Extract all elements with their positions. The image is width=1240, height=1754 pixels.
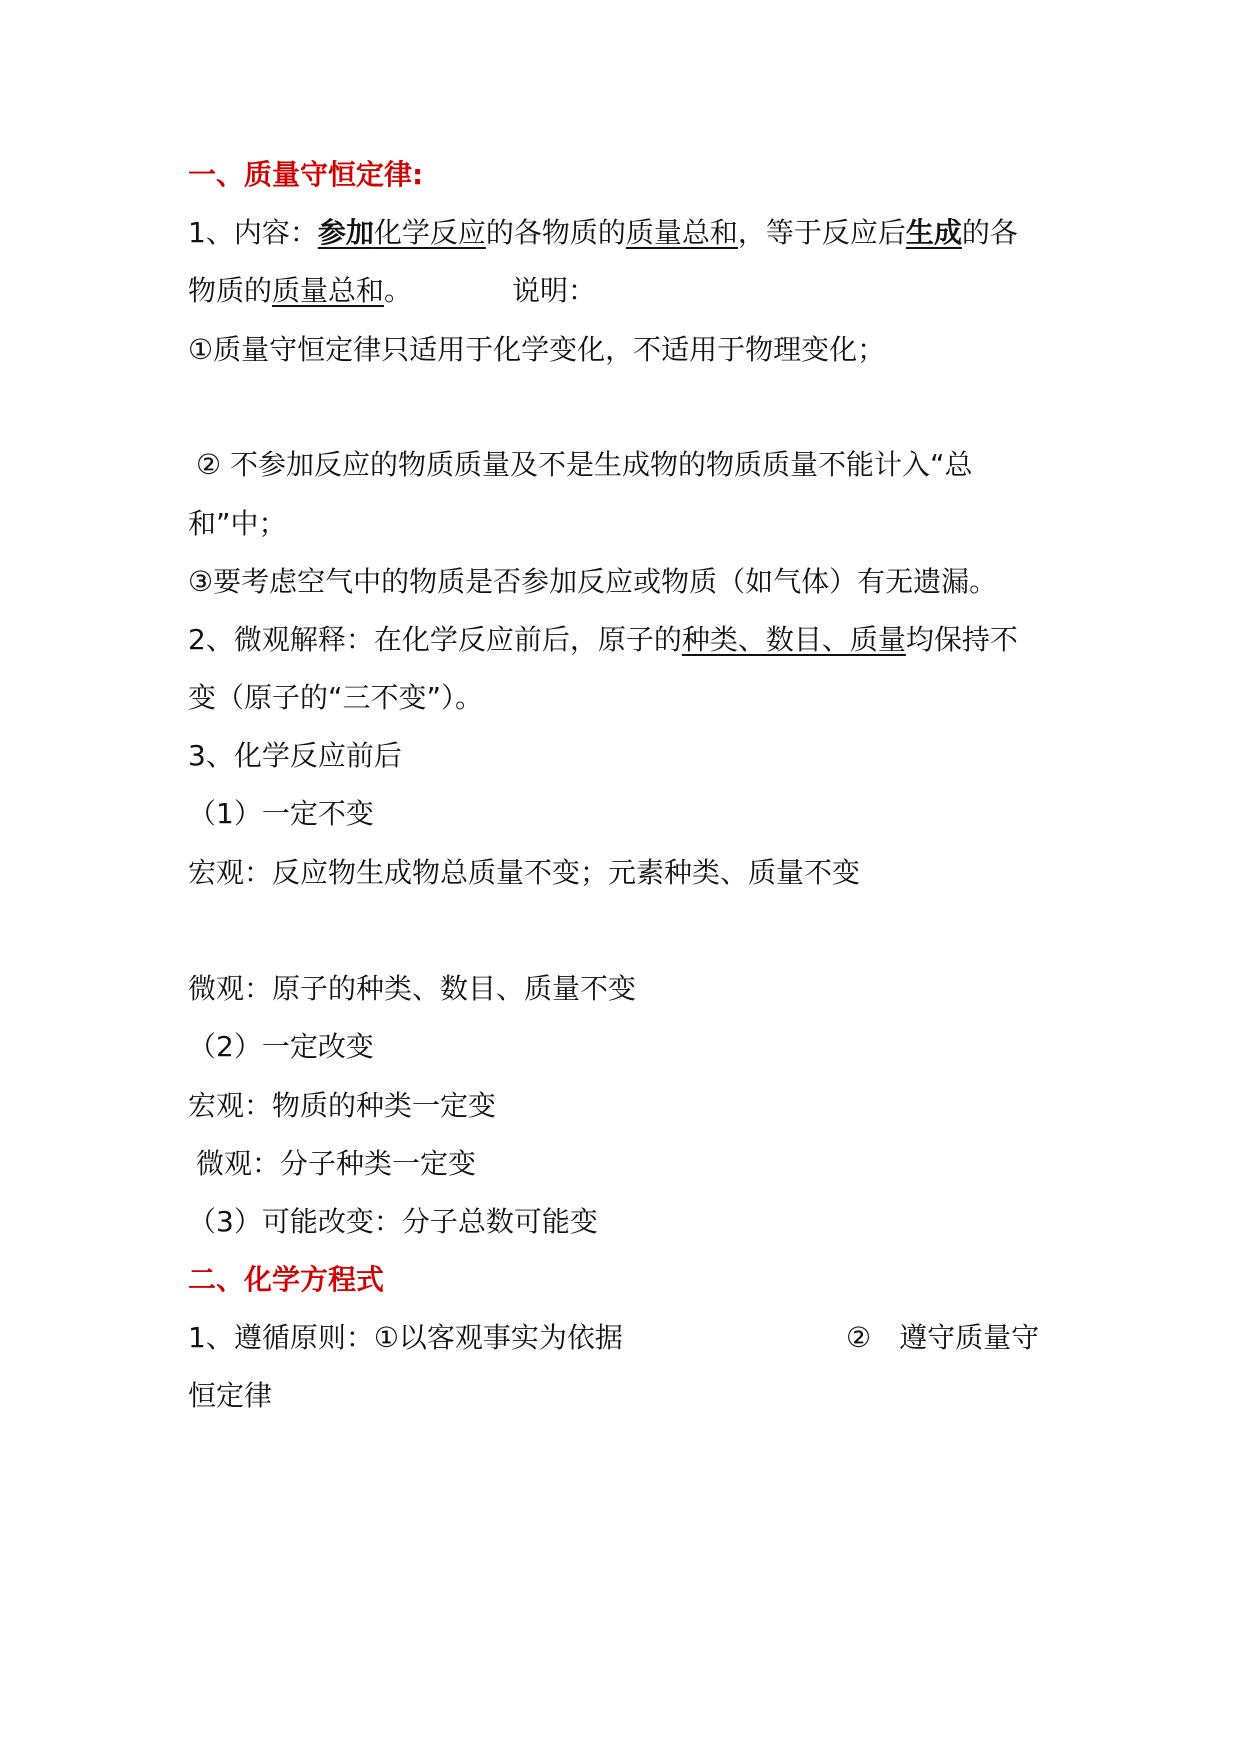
item3-title: 3、化学反应前后 <box>188 739 402 772</box>
note-1: ①质量守恒定律只适用于化学变化，不适用于物理变化； <box>188 333 886 366</box>
item1-text1: 的各物质的 <box>485 216 626 249</box>
principle-line1 <box>188 1318 623 1358</box>
canjia-term: 参加 <box>317 216 374 249</box>
item3-sub3: （3）可能改变：分子总数可能变 <box>188 1205 598 1238</box>
zongliang-term-2: 质量总和 <box>272 274 385 307</box>
item1-line1 <box>188 213 1018 253</box>
item3-macro2: 宏观：物质的种类一定变 <box>188 1089 497 1122</box>
item2-line2: 变（原子的“三不变”）。 <box>188 681 484 714</box>
item1-prefix: 1、内容： <box>188 216 318 249</box>
item3-sub2: （2）一定改变 <box>188 1030 374 1063</box>
principle-prefix: 1、遵循原则：①以客观事实为依据 <box>188 1321 623 1354</box>
item2-suffix: 均保持不 <box>905 623 1018 656</box>
item1-line2 <box>188 271 596 311</box>
item3-macro1: 宏观：反应物生成物总质量不变；元素种类、质量不变 <box>188 856 861 889</box>
section2-title: 二、化学方程式 <box>188 1263 385 1296</box>
note-2-cont: 和”中； <box>188 507 287 540</box>
item1-line2-suffix: 。 <box>384 274 413 307</box>
principle-line2: 恒定律 <box>188 1379 273 1412</box>
zongliang-term-1: 质量总和 <box>625 216 738 249</box>
item3-sub1: （1）一定不变 <box>188 797 374 830</box>
note-3: ③要考虑空气中的物质是否参加反应或物质（如气体）有无遗漏。 <box>188 565 998 598</box>
huaxue-term: 化学反应 <box>373 216 486 249</box>
item2-line1 <box>188 620 1018 660</box>
shengcheng-term: 生成 <box>905 216 962 249</box>
item1-line2-prefix: 物质的 <box>188 274 273 307</box>
note-2: ② 不参加反应的物质质量及不是生成物的物质质量不能计入“总 <box>196 448 973 481</box>
item3-micro2: 微观：分子种类一定变 <box>196 1147 477 1180</box>
shuoming-label: 说明： <box>512 274 597 307</box>
item3-micro1: 微观：原子的种类、数目、质量不变 <box>188 972 637 1005</box>
section1-title: 一、质量守恒定律: <box>188 158 424 191</box>
item1-text2: ，等于反应后 <box>737 216 906 249</box>
item2-underlined: 种类、数目、质量 <box>681 623 906 656</box>
item2-prefix: 2、微观解释：在化学反应前后，原子的 <box>188 623 682 656</box>
principle-second: ② 遵守质量守 <box>846 1321 1040 1354</box>
item1-text3: 的各 <box>961 216 1018 249</box>
